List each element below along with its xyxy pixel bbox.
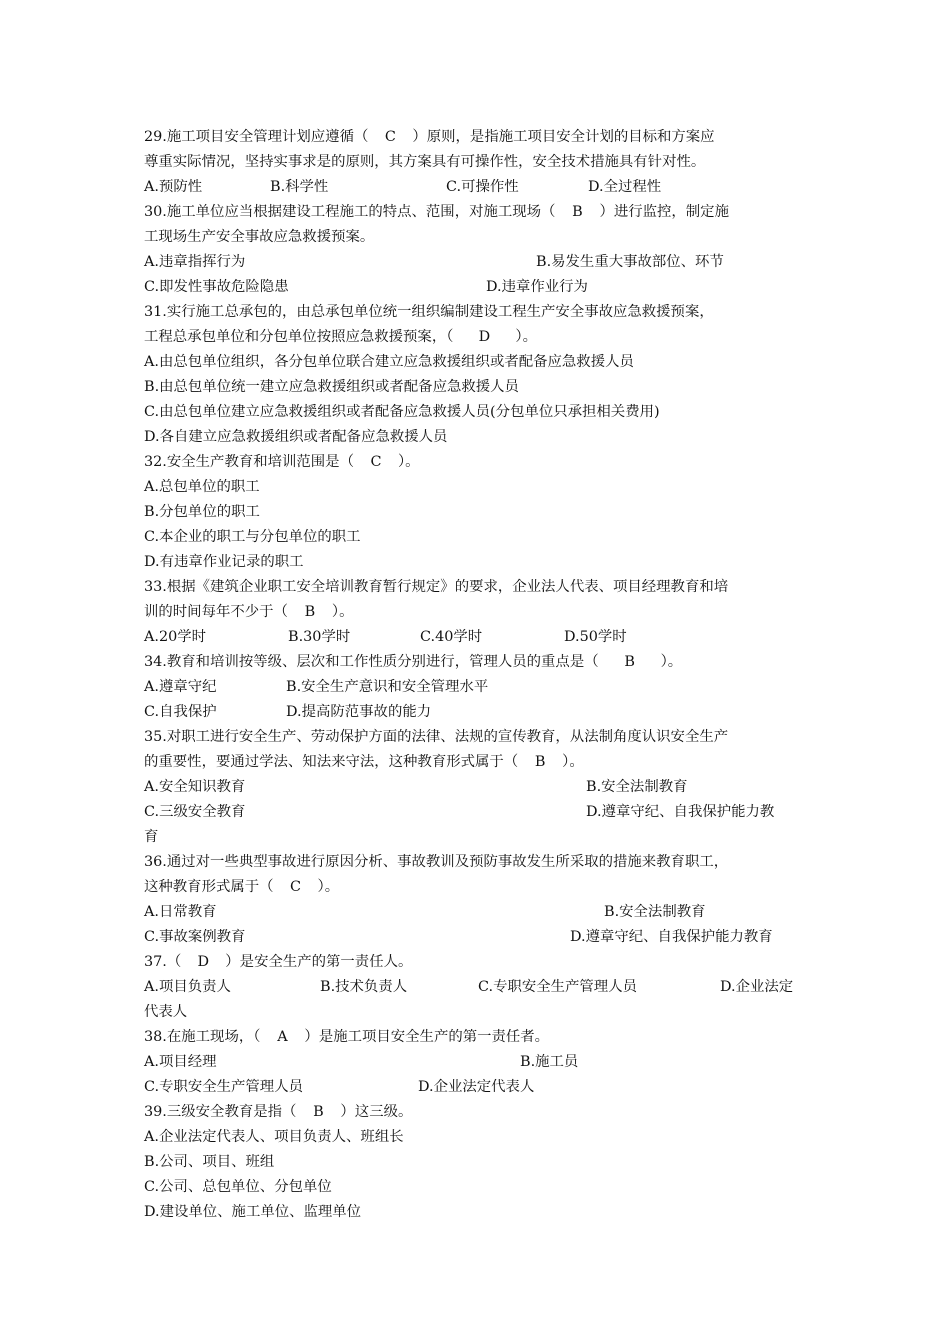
question-30-stem-cont: 工现场生产安全事故应急救援预案。: [144, 229, 375, 245]
option-c: C.本企业的职工与分包单位的职工: [144, 529, 361, 545]
option-b: B.科学性: [270, 179, 329, 195]
option-d: D.建设单位、施工单位、监理单位: [144, 1204, 362, 1220]
option-d: D.50学时: [564, 629, 627, 645]
option-d: D.各自建立应急救援组织或者配备应急救援人员: [144, 429, 448, 445]
option-c: C.专职安全生产管理人员: [144, 1079, 303, 1095]
option-a: A.项目负责人: [144, 979, 231, 995]
option-b: B.技术负责人: [320, 979, 408, 995]
question-34-stem: 34.教育和培训按等级、层次和工作性质分别进行，管理人员的重点是（ B ）。: [144, 650, 814, 675]
option-d: D.有违章作业记录的职工: [144, 554, 304, 570]
question-29-options: [144, 175, 814, 200]
question-31-stem: 31.实行施工总承包的，由总承包单位统一组织编制建设工程生产安全事故应急救援预案，: [144, 304, 714, 320]
option-a: A.预防性: [144, 179, 203, 195]
option-c: C.公司、总包单位、分包单位: [144, 1179, 332, 1195]
option-c: C.自我保护: [144, 704, 217, 720]
answer-31: D: [478, 329, 491, 345]
answer-36: C: [290, 879, 302, 895]
question-29-stem: 29.施工项目安全管理计划应遵循（ C ）原则，是指施工项目安全计划的目标和方案应: [144, 125, 814, 150]
option-d: D.遵章守纪、自我保护能力教: [586, 804, 775, 820]
option-a: A.日常教育: [144, 904, 217, 920]
question-29-stem-cont: 尊重实际情况，坚持实事求是的原则，其方案具有可操作性，安全技术措施具有针对性。: [144, 154, 706, 170]
answer-37: D: [197, 954, 210, 970]
option-d: D.违章作业行为: [486, 279, 588, 295]
option-c: C.可操作性: [446, 179, 519, 195]
option-c: C.由总包单位建立应急救援组织或者配备应急救援人员(分包单位只承担相关费用): [144, 404, 660, 420]
answer-33: B: [304, 604, 316, 620]
question-31-stem-cont: 工程总承包单位和分包单位按照应急救援预案，（ D ）。: [144, 325, 814, 350]
question-37-stem: 37.（ D ）是安全生产的第一责任人。: [144, 950, 814, 975]
question-33-stem: 33.根据《建筑企业职工安全培训教育暂行规定》的要求，企业法人代表、项目经理教育和培: [144, 579, 729, 595]
option-d-cont: 育: [144, 829, 159, 845]
question-list: [144, 125, 814, 1225]
answer-35: B: [534, 754, 546, 770]
question-30-stem: 30.施工单位应当根据建设工程施工的特点、范围，对施工现场（ B ）进行监控，制定施: [144, 200, 814, 225]
option-b: B.易发生重大事故部位、环节: [536, 254, 724, 270]
option-a: A.安全知识教育: [144, 779, 246, 795]
option-a: A.企业法定代表人、项目负责人、班组长: [144, 1129, 404, 1145]
answer-34: B: [624, 654, 635, 670]
option-d: D.企业法定: [720, 979, 794, 995]
option-b: B.30学时: [288, 629, 351, 645]
option-d-cont: 代表人: [144, 1004, 188, 1020]
question-38-stem: 38.在施工现场，（ A ）是施工项目安全生产的第一责任者。: [144, 1025, 814, 1050]
option-c: C.40学时: [420, 629, 483, 645]
option-a: A.20学时: [144, 629, 207, 645]
question-35-stem-cont: 的重要性，要通过学法、知法来守法，这种教育形式属于（ B ）。: [144, 750, 814, 775]
option-b: B.安全法制教育: [604, 904, 706, 920]
option-a: A.总包单位的职工: [144, 479, 260, 495]
option-b: B.安全生产意识和安全管理水平: [286, 679, 489, 695]
option-b: B.分包单位的职工: [144, 504, 260, 520]
option-d: D.企业法定代表人: [418, 1079, 535, 1095]
answer-30: B: [572, 204, 583, 220]
answer-29: C: [384, 129, 396, 145]
question-35-stem: 35.对职工进行安全生产、劳动保护方面的法律、法规的宣传教育，从法制角度认识安全生产: [144, 729, 729, 745]
question-36-stem-cont: 这种教育形式属于（ C ）。: [144, 875, 814, 900]
answer-39: B: [313, 1104, 324, 1120]
option-a: A.由总包单位组织，各分包单位联合建立应急救援组织或者配备应急救援人员: [144, 354, 634, 370]
option-b: B.公司、项目、班组: [144, 1154, 275, 1170]
option-b: B.由总包单位统一建立应急救援组织或者配备应急救援人员: [144, 379, 519, 395]
question-33-stem-cont: 训的时间每年不少于（ B ）。: [144, 600, 814, 625]
option-c: C.即发性事故危险隐患: [144, 279, 289, 295]
option-a: A.遵章守纪: [144, 679, 217, 695]
question-36-stem: 36.通过对一些典型事故进行原因分析、事故教训及预防事故发生所采取的措施来教育职工，: [144, 854, 729, 870]
answer-38: A: [277, 1029, 288, 1045]
question-32-stem: 32.安全生产教育和培训范围是（ C ）。: [144, 450, 814, 475]
option-d: D.遵章守纪、自我保护能力教育: [570, 929, 773, 945]
option-d: D.全过程性: [588, 179, 662, 195]
option-c: C.三级安全教育: [144, 804, 246, 820]
option-a: A.项目经理: [144, 1054, 217, 1070]
option-b: B.安全法制教育: [586, 779, 688, 795]
option-c: C.专职安全生产管理人员: [478, 979, 637, 995]
option-d: D.提高防范事故的能力: [286, 704, 432, 720]
option-a: A.违章指挥行为: [144, 254, 246, 270]
answer-32: C: [370, 454, 382, 470]
question-39-stem: 39.三级安全教育是指（ B ）这三级。: [144, 1100, 814, 1125]
option-c: C.事故案例教育: [144, 929, 246, 945]
option-b: B.施工员: [520, 1054, 579, 1070]
